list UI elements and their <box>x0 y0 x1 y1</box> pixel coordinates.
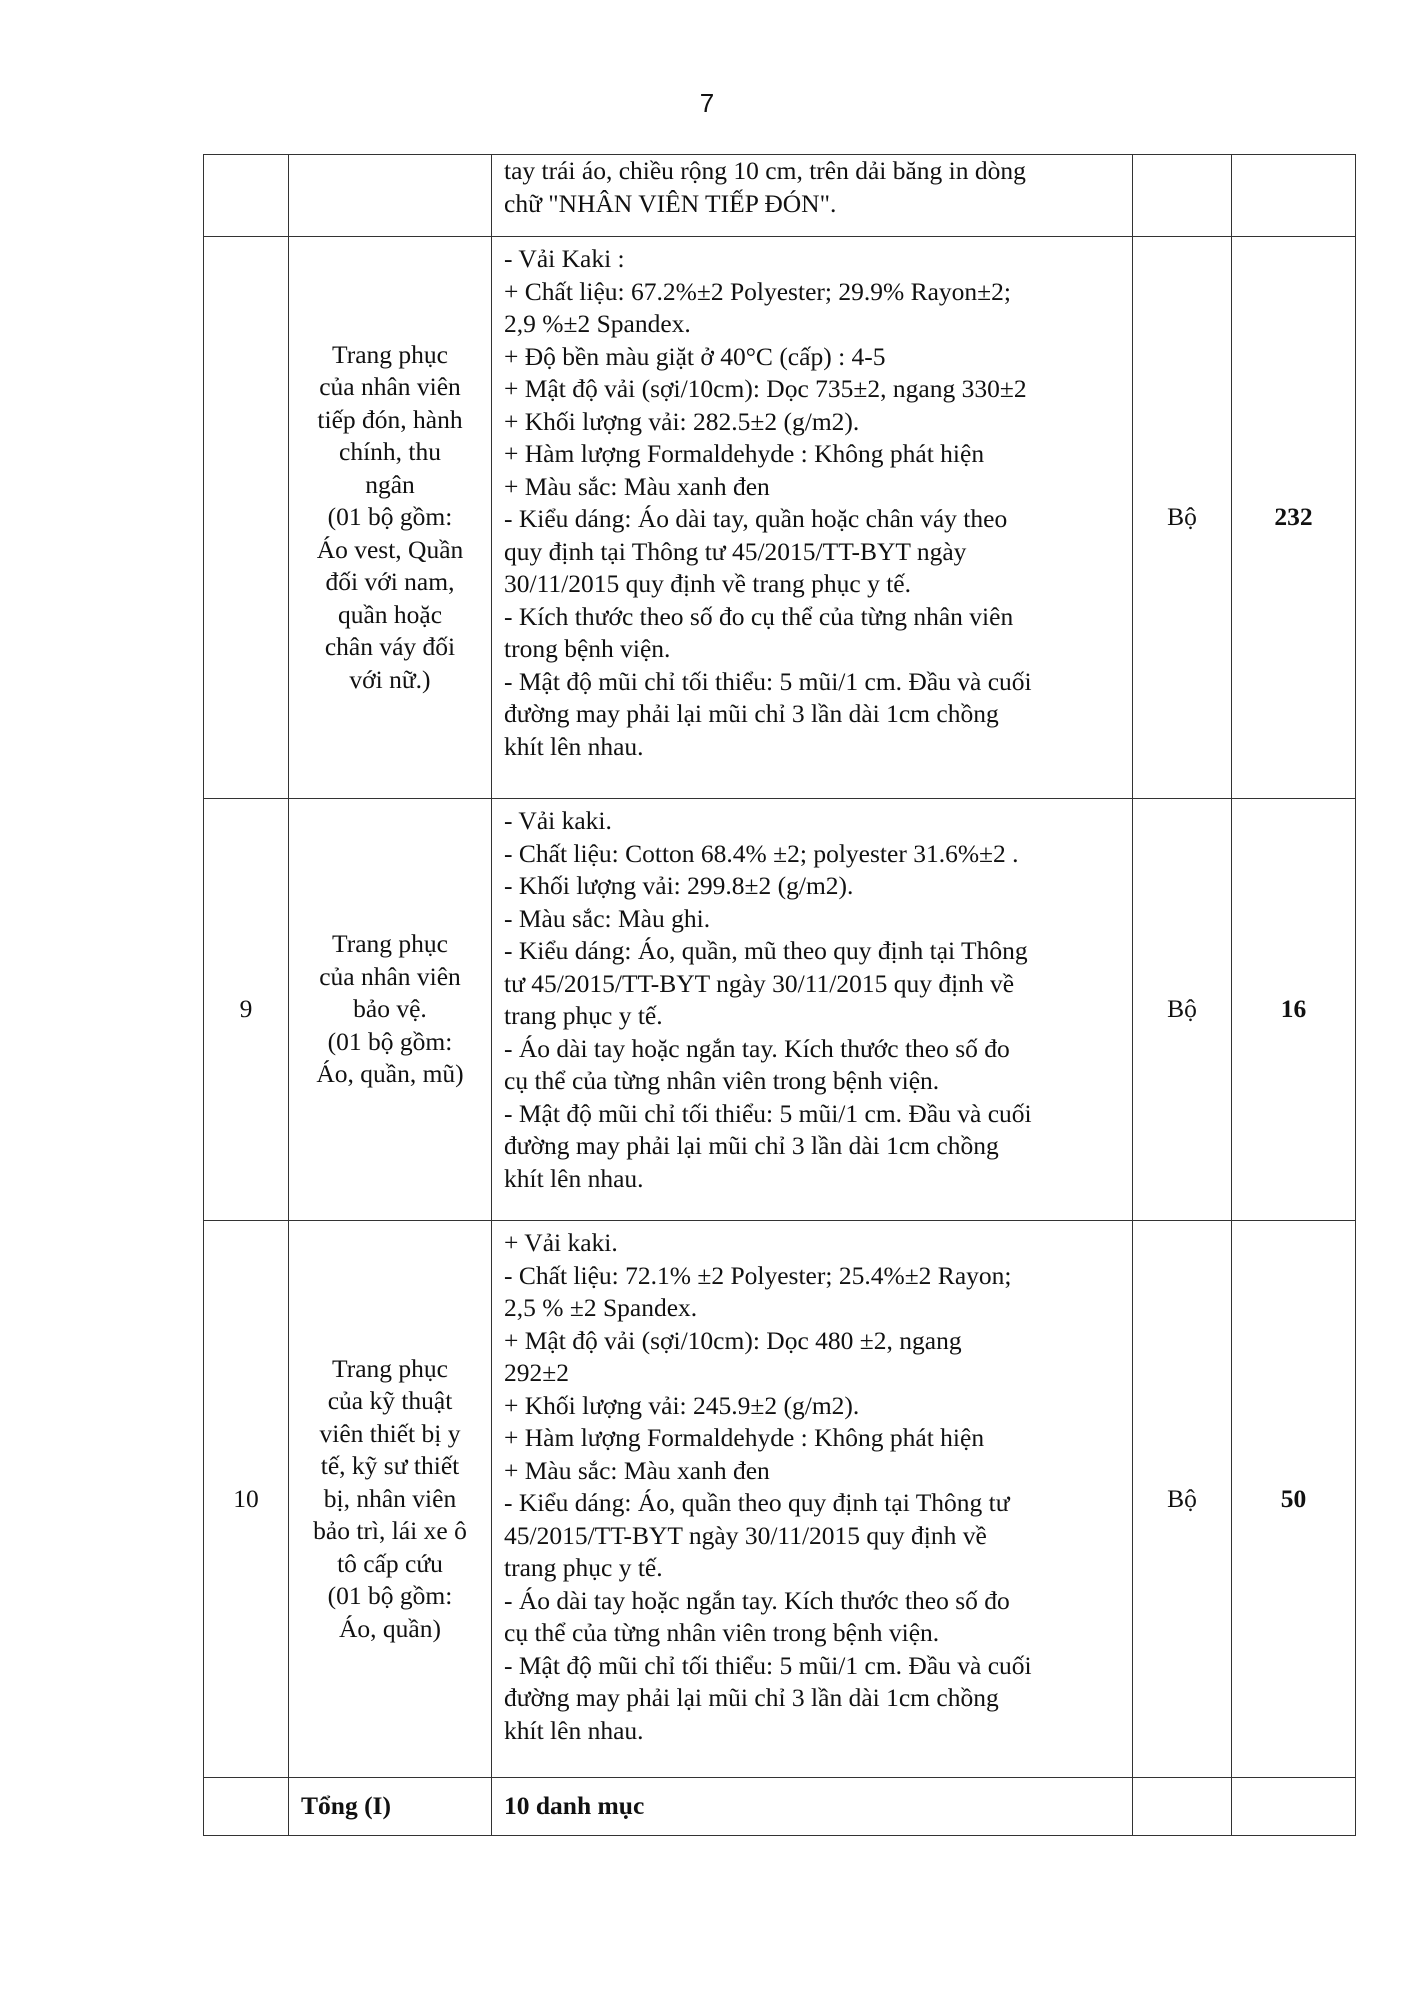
page-number: 7 <box>699 88 715 118</box>
spec-line: khít lên nhau. <box>504 1715 644 1745</box>
spec-line: + Mật độ vải (sợi/10cm): Dọc 735±2, ngang 330±2 <box>504 374 1027 403</box>
item-name-cell <box>289 237 492 799</box>
spec-line: - Áo dài tay hoặc ngắn tay. Kích thước theo số đo <box>504 1033 1010 1063</box>
spec-line: khít lên nhau. <box>504 731 644 761</box>
spec-line: trong bệnh viện. <box>504 634 671 663</box>
spec-line: quy định tại Thông tư 45/2015/TT-BYT ngày <box>504 536 967 566</box>
unit-cell <box>1133 155 1232 237</box>
quantity-cell: 50 <box>1232 1221 1356 1778</box>
spec-line: 2,9 %±2 Spandex. <box>504 309 691 338</box>
item-name-line: của nhân viên <box>319 961 461 991</box>
item-name-line: Áo, quần, mũ) <box>316 1059 464 1089</box>
item-name-line: Áo vest, Quần <box>316 534 464 564</box>
spec-line: + Hàm lượng Formaldehyde : Không phát hiện <box>504 1423 985 1452</box>
unit-cell: Bộ <box>1133 237 1232 799</box>
item-name-cell <box>289 799 492 1221</box>
spec-line: - Kích thước theo số đo cụ thể của từng nhân viên <box>504 601 1014 631</box>
spec-line: cụ thể của từng nhân viên trong bệnh viện. <box>504 1066 940 1095</box>
quantity-cell: 232 <box>1232 237 1356 799</box>
unit-cell: Bộ <box>1133 1221 1232 1778</box>
spec-line: - Chất liệu: 72.1% ±2 Polyester; 25.4%±2 Rayon; <box>504 1260 1012 1290</box>
spec-line: + Hàm lượng Formaldehyde : Không phát hiện <box>504 439 985 468</box>
spec-line: - Chất liệu: Cotton 68.4% ±2; polyester 31.6%±2 . <box>504 838 1019 868</box>
spec-line: khít lên nhau. <box>504 1163 644 1193</box>
item-name-line: của nhân viên <box>319 372 461 402</box>
item-name-line: của kỹ thuật <box>327 1386 453 1416</box>
specification-cell <box>492 1221 1133 1778</box>
quantity-cell: 16 <box>1232 799 1356 1221</box>
spec-line: trang phục y tế. <box>504 1553 663 1582</box>
item-name-line: đối với nam, <box>325 567 455 597</box>
spec-line: + Chất liệu: 67.2%±2 Polyester; 29.9% Rayon±2; <box>504 276 1011 306</box>
stt-cell <box>204 1778 289 1836</box>
item-name-line: (01 bộ gồm: <box>327 502 453 532</box>
specification-cell <box>492 799 1133 1221</box>
stt-cell <box>204 237 289 799</box>
spec-line: tư 45/2015/TT-BYT ngày 30/11/2015 quy định về <box>504 968 1015 998</box>
spec-line: - Vải kaki. <box>504 806 612 835</box>
item-name-cell <box>289 1221 492 1778</box>
table-row <box>204 155 1356 237</box>
spec-line: chữ "NHÂN VIÊN TIẾP ĐÓN". <box>504 188 837 218</box>
quantity-cell <box>1232 155 1356 237</box>
spec-line: - Vải Kaki : <box>504 244 625 273</box>
item-name-line: chính, thu <box>339 437 441 467</box>
item-name-line: tiếp đón, hành <box>317 404 463 434</box>
item-name-line: quần hoặc <box>337 599 443 629</box>
specification-cell <box>492 155 1133 237</box>
total-summary: 10 danh mục <box>492 1778 1133 1836</box>
item-name-line: tô cấp cứu <box>337 1548 443 1578</box>
spec-line: trang phục y tế. <box>504 1001 663 1030</box>
item-name-line: (01 bộ gồm: <box>327 1581 453 1611</box>
spec-line: + Khối lượng vải: 245.9±2 (g/m2). <box>504 1390 860 1420</box>
spec-line: 292±2 <box>504 1358 569 1387</box>
spec-line: + Mật độ vải (sợi/10cm): Dọc 480 ±2, ngang <box>504 1325 962 1355</box>
spec-line: - Kiểu dáng: Áo dài tay, quần hoặc chân váy theo <box>504 504 1008 533</box>
stt-cell: 10 <box>204 1221 289 1778</box>
spec-line: + Màu sắc: Màu xanh đen <box>504 471 770 501</box>
stt-cell <box>204 155 289 237</box>
item-name-line: bảo trì, lái xe ô <box>313 1516 467 1546</box>
item-name-line: Trang phục <box>332 1353 448 1383</box>
item-name-line: viên thiết bị y <box>319 1418 461 1448</box>
spec-line: - Kiểu dáng: Áo, quần theo quy định tại Thông tư <box>504 1488 1010 1517</box>
spec-line: đường may phải lại mũi chỉ 3 lần dài 1cm chồng <box>504 699 999 728</box>
spec-line: 30/11/2015 quy định về trang phục y tế. <box>504 569 911 598</box>
item-name-line: Trang phục <box>332 929 448 959</box>
table-row <box>204 1221 1356 1778</box>
spec-line: đường may phải lại mũi chỉ 3 lần dài 1cm chồng <box>504 1683 999 1712</box>
spec-line: cụ thể của từng nhân viên trong bệnh viện. <box>504 1618 940 1647</box>
item-name-cell <box>289 155 492 237</box>
item-name-line: (01 bộ gồm: <box>327 1026 453 1056</box>
spec-line: + Vải kaki. <box>504 1228 618 1257</box>
spec-line: - Khối lượng vải: 299.8±2 (g/m2). <box>504 871 854 900</box>
table-row <box>204 799 1356 1221</box>
unit-cell: Bộ <box>1133 799 1232 1221</box>
item-name-line: ngân <box>365 469 415 499</box>
spec-line: - Mật độ mũi chỉ tối thiểu: 5 mũi/1 cm. Đầu và cuối <box>504 1098 1032 1128</box>
spec-line: tay trái áo, chiều rộng 10 cm, trên dải băng in dòng <box>504 156 1026 185</box>
total-row <box>204 1778 1356 1836</box>
spec-line: + Màu sắc: Màu xanh đen <box>504 1455 770 1485</box>
item-name-line: chân váy đối <box>324 632 456 662</box>
item-name-line: với nữ.) <box>349 664 431 694</box>
item-name-line: bị, nhân viên <box>323 1483 457 1513</box>
spec-line: đường may phải lại mũi chỉ 3 lần dài 1cm chồng <box>504 1131 999 1160</box>
spec-line: - Mật độ mũi chỉ tối thiểu: 5 mũi/1 cm. Đầu và cuối <box>504 666 1032 696</box>
unit-cell <box>1133 1778 1232 1836</box>
spec-line: 2,5 % ±2 Spandex. <box>504 1293 698 1322</box>
spec-line: + Độ bền màu giặt ở 40°C (cấp) : 4-5 <box>504 341 886 371</box>
spec-line: 45/2015/TT-BYT ngày 30/11/2015 quy định về <box>504 1520 987 1550</box>
item-name-line: Trang phục <box>332 339 448 369</box>
quantity-cell <box>1232 1778 1356 1836</box>
total-label: Tổng (I) <box>289 1778 492 1836</box>
table-row <box>204 237 1356 799</box>
item-name-line: bảo vệ. <box>353 994 427 1024</box>
spec-line: + Khối lượng vải: 282.5±2 (g/m2). <box>504 406 860 436</box>
spec-line: - Màu sắc: Màu ghi. <box>504 903 711 933</box>
spec-line: - Kiểu dáng: Áo, quần, mũ theo quy định tại Thông <box>504 936 1028 965</box>
stt-cell: 9 <box>204 799 289 1221</box>
specification-table <box>203 154 1356 1836</box>
item-name-line: tế, kỹ sư thiết <box>320 1451 460 1481</box>
item-name-line: Áo, quần) <box>339 1613 441 1643</box>
specification-cell <box>492 237 1133 799</box>
spec-line: - Áo dài tay hoặc ngắn tay. Kích thước theo số đo <box>504 1585 1010 1615</box>
spec-line: - Mật độ mũi chỉ tối thiểu: 5 mũi/1 cm. Đầu và cuối <box>504 1650 1032 1680</box>
